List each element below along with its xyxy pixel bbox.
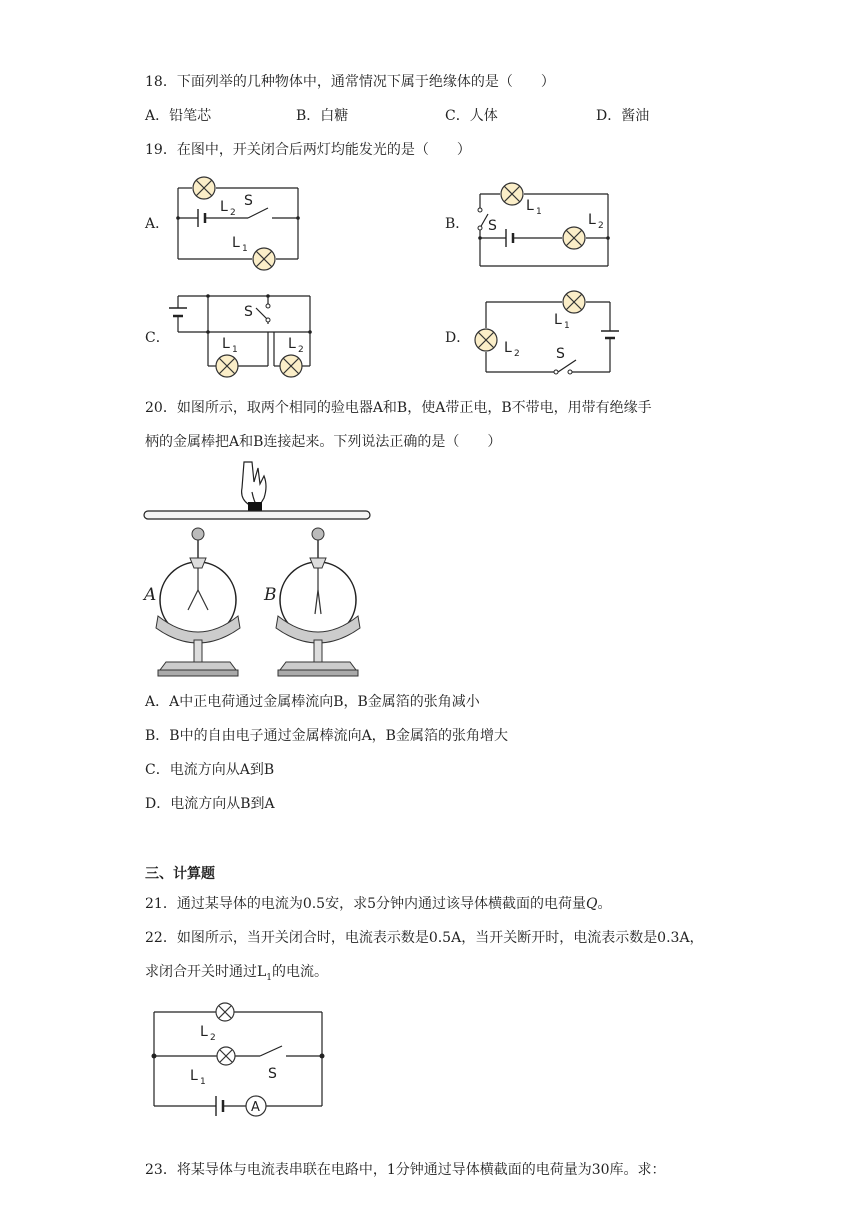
ammeter-icon <box>246 1096 266 1116</box>
q23-stem: 23．将某导体与电流表串联在电路中，1分钟通过导体横截面的电荷量为30库。求： <box>145 1162 666 1178</box>
lamp-icon <box>563 291 585 313</box>
svg-text:2: 2 <box>210 1033 216 1043</box>
svg-text:1: 1 <box>232 345 238 355</box>
q18-option-b: B．白糖 <box>296 108 349 124</box>
q18-option-a: A．铅笔芯 <box>145 108 212 124</box>
svg-text:A: A <box>251 1100 260 1115</box>
svg-text:S: S <box>268 1066 277 1082</box>
circuit-b-diagram <box>470 170 620 270</box>
lamp-icon <box>217 1047 235 1065</box>
svg-text:2: 2 <box>298 345 304 355</box>
svg-text:2: 2 <box>230 208 236 218</box>
svg-text:1: 1 <box>242 244 248 254</box>
lamp-icon <box>193 177 215 199</box>
svg-text:L: L <box>504 340 512 356</box>
svg-text:1: 1 <box>200 1077 206 1087</box>
q20-option-a: A．A中正电荷通过金属棒流向B，B金属箔的张角减小 <box>145 694 480 710</box>
q18-stem: 18．下面列举的几种物体中，通常情况下属于绝缘体的是（ ） <box>145 74 555 90</box>
svg-text:L: L <box>232 235 240 251</box>
q19-label-c: C． <box>145 330 170 346</box>
metal-rod <box>144 511 370 519</box>
q20-stem-line2: 柄的金属棒把A和B连接起来。下列说法正确的是（ ） <box>145 434 502 450</box>
circuit-c-diagram <box>164 284 324 384</box>
lamp-icon <box>216 355 238 377</box>
q19-label-b: B． <box>445 216 470 232</box>
circuit-a-diagram <box>168 172 308 272</box>
q18-option-c: C．人体 <box>445 108 498 124</box>
svg-text:2: 2 <box>598 221 604 231</box>
svg-text:L: L <box>222 336 230 352</box>
q20-stem-line1: 20．如图所示，取两个相同的验电器A和B，使A带正电，B不带电，用带有绝缘手 <box>145 400 652 416</box>
svg-text:B: B <box>264 585 277 605</box>
svg-text:S: S <box>244 304 253 320</box>
q22-stem-line2: 求闭合开关时通过$L_1$的电流。 <box>145 964 329 983</box>
lamp-icon <box>280 355 302 377</box>
svg-text:L: L <box>554 312 562 328</box>
q19-label-d: D． <box>445 330 471 346</box>
svg-text:L: L <box>190 1068 198 1084</box>
lamp-icon <box>253 248 275 270</box>
svg-text:A: A <box>144 585 157 605</box>
svg-text:1: 1 <box>564 321 570 331</box>
svg-text:L: L <box>288 336 296 352</box>
q20-option-c: C．电流方向从A到B <box>145 762 275 778</box>
svg-text:S: S <box>488 218 497 234</box>
svg-text:S: S <box>556 346 565 362</box>
lamp-icon <box>475 329 497 351</box>
hand-icon <box>242 462 266 508</box>
q19-stem: 19．在图中，开关闭合后两灯均能发光的是（ ） <box>145 142 471 158</box>
lamp-icon <box>563 227 585 249</box>
q20-option-d: D．电流方向从B到A <box>145 796 275 812</box>
lamp-icon <box>216 1003 234 1021</box>
svg-text:L: L <box>220 199 228 215</box>
q20-option-b: B．B中的自由电子通过金属棒流向A，B金属箔的张角增大 <box>145 728 508 744</box>
q19-label-a: A． <box>145 216 170 232</box>
svg-text:1: 1 <box>536 207 542 217</box>
electroscope-a <box>156 528 240 676</box>
svg-text:S: S <box>244 193 253 209</box>
electroscope-b <box>276 528 360 676</box>
svg-text:L: L <box>526 198 534 214</box>
svg-text:L: L <box>588 212 596 228</box>
q18-option-d: D．酱油 <box>596 108 650 124</box>
q22-circuit-diagram <box>146 1000 336 1120</box>
q22-stem-line1: 22．如图所示，当开关闭合时，电流表示数是0.5A，当开关断开时，电流表示数是0.3A， <box>145 930 704 946</box>
circuit-d-diagram <box>470 286 630 382</box>
svg-text:L: L <box>200 1024 208 1040</box>
svg-text:2: 2 <box>514 349 520 359</box>
section-title: 三、计算题 <box>145 866 215 882</box>
electroscope-figure <box>140 458 380 684</box>
q21-stem: 21．通过某导体的电流为0.5安，求5分钟内通过该导体横截面的电荷量Q。 <box>145 896 612 912</box>
lamp-icon <box>501 183 523 205</box>
